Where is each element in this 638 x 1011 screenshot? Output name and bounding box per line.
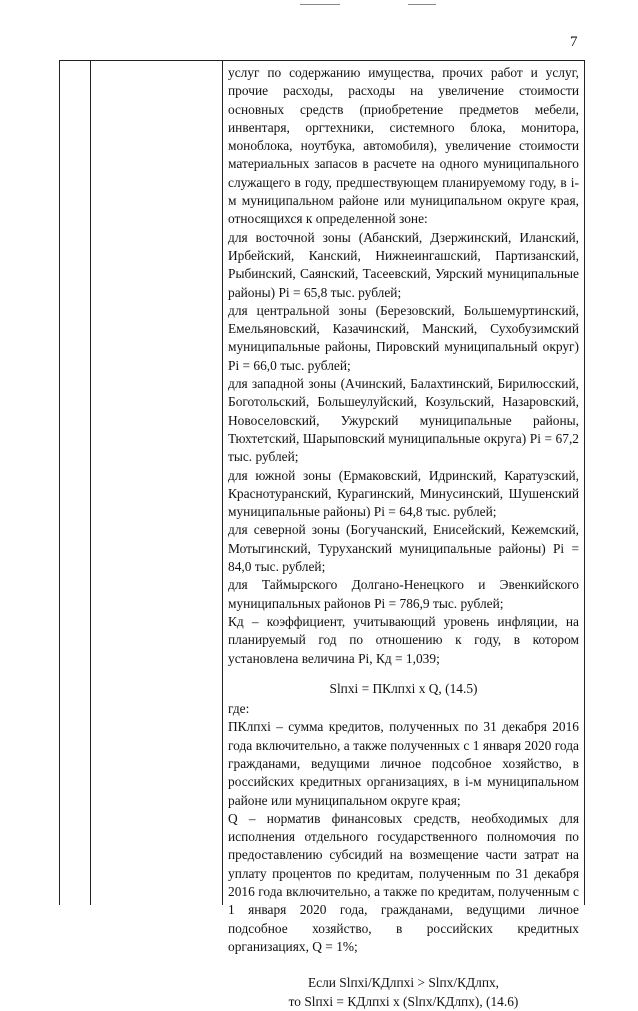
paragraph-south-zone: для южной зоны (Ермаковский, Идринский, Каратузский, Краснотуранский, Курагинский, Минусинский, Шушенский муниципальные районы) Pi = 64,8 тыс. рублей; — [228, 467, 579, 520]
column-divider — [90, 61, 91, 905]
where-label: где: — [228, 701, 250, 717]
paragraph-north-zone: для северной зоны (Богучанский, Енисейский, Кежемский, Мотыгинский, Туруханский муниципальные районы) Pi = 84,0 тыс. рублей; — [228, 522, 579, 575]
table-text-cell — [228, 64, 579, 1011]
page-number: 7 — [570, 34, 578, 50]
paragraph-west-zone: для западной зоны (Ачинский, Балахтинский, Бирилюсский, Боготольский, Большеулуйский, Козульский, Назаровский, Новоселовский, Ужурский муниципальные районы, Тюхтетский, Шарыповский муниципальные округа) Pi = 67,2 тыс. рублей; — [228, 376, 579, 465]
formula-14-5: Slпxi = ПКлпxi x Q, (14.5) — [329, 680, 478, 696]
header-rule — [300, 4, 340, 5]
header-rule — [408, 4, 436, 5]
column-divider — [222, 61, 223, 905]
formula-14-6-condition: Если Slпxi/КДлпxi > Slпx/КДлпx, — [307, 975, 500, 991]
formula-14-6-result: то Slпxi = КДлпxi x (Slпx/КДлпx), (14.6) — [288, 993, 519, 1009]
paragraph-q-definition: Q – норматив финансовых средств, необходимых для исполнения отдельного государственного полномочия по предоставлению субсидий на возмещение части затрат на уплату процентов по кредитам, полученным по 31 декабря 2016 года включительно, а также по кредитам, полученным с 1 января 2020 года, гражданами, ведущими личное подсобное хозяйство, в российских кредитных организациях, Q = 1%; — [228, 810, 579, 954]
paragraph-pk-definition: ПКлпxi – сумма кредитов, полученных по 31 декабря 2016 года включительно, а также полученных с 1 января 2020 года гражданами, ведущими личное подсобное хозяйство, в российских кредитных организациях, в i-м муниципальном районе или муниципальном округе края; — [228, 719, 579, 808]
paragraph-east-zone: для восточной зоны (Абанский, Дзержинский, Иланский, Ирбейский, Канский, Нижнеингашский, Партизанский, Рыбинский, Саянский, Тасеевский, Уярский муниципальные районы) Pi = 65,8 тыс. рублей; — [228, 229, 579, 300]
paragraph-central-zone: для центральной зоны (Березовский, Большемуртинский, Емельяновский, Казачинский, Манский, Сухобузимский муниципальные районы, Пировский муниципальный округ) Pi = 66,0 тыс. рублей; — [228, 302, 579, 373]
paragraph-taimyr-evenki: для Таймырского Долгано-Ненецкого и Эвенкийского муниципальных районов Pi = 786,9 тыс. рублей; — [228, 577, 579, 611]
paragraph-inflation-coefficient: Кд – коэффициент, учитывающий уровень инфляции, на планируемый год по отношению к году, в котором установлена величина Pi, Кд = 1,039; — [228, 613, 579, 666]
paragraph: услуг по содержанию имущества, прочих работ и услуг, прочие расходы, расходы на увеличение стоимости основных средств (приобретение предметов мебели, инвентаря, оргтехники, системного блока, монитора, моноблока, ноутбука, автомобиля), увеличение стоимости материальных запасов в расчете на одного муниципального служащего в году, предшествующем планируемому году, в i-м муниципальном районе или муниципальном округе края, относящихся к определенной зоне: — [228, 65, 579, 227]
